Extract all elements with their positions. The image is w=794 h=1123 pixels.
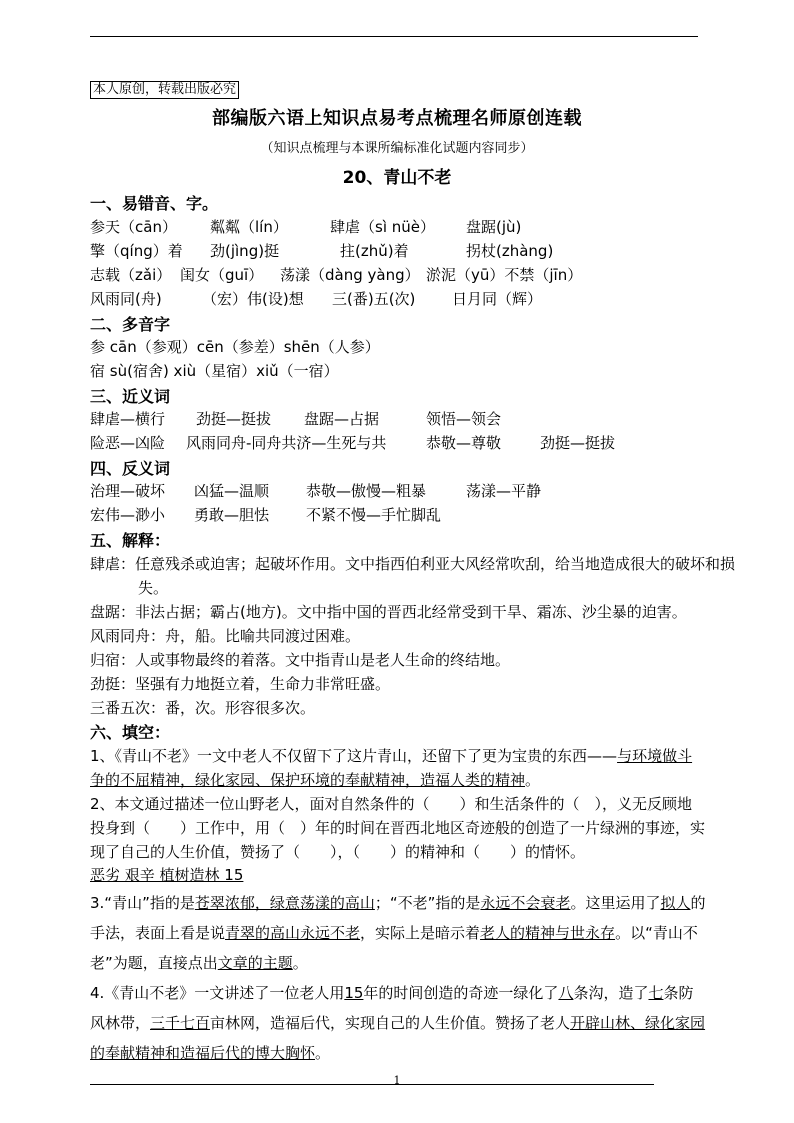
page-subtitle: （知识点梳理与本课所编标准化试题内容同步） <box>260 141 534 156</box>
section4-heading: 四、反义词 <box>90 459 171 478</box>
footer-rule <box>90 1084 654 1085</box>
definition-item: 三番五次：番，次。形容很多次。 <box>90 699 316 717</box>
question-answer: 文章的主题 <box>217 954 293 972</box>
antonym-row-2 <box>90 504 441 525</box>
fill-question-4 <box>90 978 706 1068</box>
pinyin-item: （宏）伟(设)想 <box>202 290 304 308</box>
pinyin-item: 参天（cān） <box>90 218 177 236</box>
fill-question-3 <box>90 888 706 978</box>
fill-question-2: 2、本文通过描述一位山野老人，面对自然条件的（ ）和生活条件的（ ），义无反顾地投身到（ ）工作中，用（ ）年的时间在晋西北地区奇迹般的创造了一片绿洲的事迹，实现了自己的人生价值，赞扬了（ ），（ ）的精神和（ ）的情怀。 <box>90 795 706 861</box>
section3-heading: 三、近义词 <box>90 387 171 406</box>
question-answer: 拟人 <box>660 894 691 912</box>
section1-row-4 <box>90 288 542 309</box>
section2-heading: 二、多音字 <box>90 315 171 334</box>
synonym-row-2 <box>90 432 615 453</box>
question-text: 年的时间创造的奇迹一绿化了 <box>363 984 559 1002</box>
section1-row-1 <box>90 216 521 237</box>
section1-row-3 <box>90 264 582 285</box>
antonym-item: 不紧不慢—手忙脚乱 <box>306 506 442 524</box>
question-answer: 苍翠浓郁，绿意荡漾的高山 <box>194 894 375 912</box>
antonym-item: 荡漾—平静 <box>466 482 542 500</box>
section1-row-2 <box>90 240 553 261</box>
question-answer: 青翠的高山永远不老 <box>225 924 361 942</box>
antonym-item: 勇敢—胆怯 <box>194 506 270 524</box>
pinyin-item: 擎（qíng）着 <box>90 242 183 260</box>
definition-item: 归宿：人或事物最终的着落。文中指青山是老人生命的终结地。 <box>90 651 511 669</box>
question-answer: 15 <box>344 984 364 1002</box>
synonym-item: 领悟—领会 <box>426 410 502 428</box>
page-number: 1 <box>393 1074 401 1087</box>
pinyin-item: 闺女（guī） <box>180 266 264 284</box>
question-answer: 三千七百 <box>150 1014 211 1032</box>
pinyin-item: 劲(jìng)挺 <box>210 242 280 260</box>
section6-heading: 六、填空： <box>90 723 171 742</box>
synonym-row-1 <box>90 408 501 429</box>
question-text: 。以“青山不老”为题，直接点出 <box>90 924 698 972</box>
synonym-item: 劲挺—挺拔 <box>196 410 272 428</box>
question-text: ；“不老”指的是 <box>374 894 481 912</box>
pinyin-item: 三(番)五(次) <box>332 290 416 308</box>
pinyin-item: 淤泥（yū）不禁（jīn） <box>426 266 583 284</box>
question-text: 条防风林带， <box>90 984 694 1032</box>
question-answer: 开辟山林、绿化家园的奉献精神和造福后代的博大胸怀 <box>90 1014 706 1062</box>
synonym-item: 劲挺—挺拔 <box>540 434 616 452</box>
definition-item: 肆虐：任意残杀或迫害；起破坏作用。文中指西伯利亚大风经常吹刮，给当地造成很大的破坏和损失。 <box>90 555 736 597</box>
question-text: 。这里运用了 <box>570 894 661 912</box>
pinyin-item: 荡漾（dàng yàng） <box>280 266 420 284</box>
question-text: 的手法，表面上看是说 <box>90 894 706 942</box>
question-answer: 恶劣 艰辛 植树造林 15 <box>90 866 244 884</box>
synonym-item: 肆虐—横行 <box>90 410 166 428</box>
header-rule <box>90 36 698 37</box>
section5-heading: 五、解释： <box>90 531 171 550</box>
pinyin-item: 肆虐（sì nüè） <box>330 218 435 236</box>
pinyin-item: 志载（zǎi） <box>90 266 172 284</box>
lesson-title: 20、青山不老 <box>342 168 452 188</box>
synonym-item: 险恶—凶险 <box>90 434 166 452</box>
polyphone-row: 宿 sù(宿舍) xiù（星宿）xiǔ（一宿） <box>90 362 339 380</box>
definition-item: 劲挺：坚强有力地挺立着，生命力非常旺盛。 <box>90 675 391 693</box>
antonym-item: 治理—破坏 <box>90 482 166 500</box>
question-text: 条沟，造了 <box>573 984 649 1002</box>
question-text: ，实际上是暗示着 <box>360 924 481 942</box>
question-text: 1、《青山不老》一文中老人不仅留下了这片青山，还留下了更为宝贵的东西—— <box>90 747 618 765</box>
antonym-item: 凶猛—温顺 <box>194 482 270 500</box>
question-text: 亩林网，造福后代，实现自己的人生价值。赞扬了老人 <box>210 1014 571 1032</box>
question-text: 3.“青山”指的是 <box>90 894 195 912</box>
definition-item: 风雨同舟：舟，船。比喻共同渡过困难。 <box>90 627 361 645</box>
polyphone-row: 参 cān（参观）cēn（参差）shēn（人参） <box>90 338 380 356</box>
question-answer: 八 <box>558 984 574 1002</box>
antonym-item: 宏伟—渺小 <box>90 506 166 524</box>
question-text: 。 <box>292 954 308 972</box>
pinyin-item: 拄(zhǔ)着 <box>340 242 409 260</box>
copyright-stamp: 本人原创，转载出版必究 <box>90 81 239 99</box>
question-answer: 永远不会衰老 <box>480 894 571 912</box>
section1-heading: 一、易错音、字。 <box>90 194 219 213</box>
synonym-item: 恭敬—尊敬 <box>426 434 502 452</box>
page-title: 部编版六语上知识点易考点梳理名师原创连载 <box>212 108 582 129</box>
question-text: 。 <box>315 1044 331 1062</box>
question-text: 4.《青山不老》一文讲述了一位老人用 <box>90 984 345 1002</box>
fill-question-1 <box>90 744 706 792</box>
pinyin-item: 拐杖(zhàng) <box>466 242 554 260</box>
antonym-row-1 <box>90 480 541 501</box>
pinyin-item: 日月同（辉） <box>452 290 543 308</box>
question-answer: 与环境做斗争的不屈精神，绿化家园、保护环境的奉献精神，造福人类的精神 <box>90 747 693 789</box>
synonym-item: 盘踞—占据 <box>304 410 380 428</box>
question-answer: 七 <box>648 984 664 1002</box>
question-text: 。 <box>525 771 541 789</box>
pinyin-item: 风雨同(舟) <box>90 290 162 308</box>
synonym-item: 风雨同舟-同舟共济—生死与共 <box>186 434 387 452</box>
pinyin-item: 盘踞(jù) <box>466 218 522 236</box>
question-answer: 老人的精神与世永存 <box>480 924 616 942</box>
pinyin-item: 粼粼（lín） <box>210 218 288 236</box>
definition-item: 盘踞：非法占据；霸占(地方)。文中指中国的晋西北经常受到干旱、霜冻、沙尘暴的迫害。 <box>90 603 687 621</box>
antonym-item: 恭敬—傲慢—粗暴 <box>306 482 427 500</box>
